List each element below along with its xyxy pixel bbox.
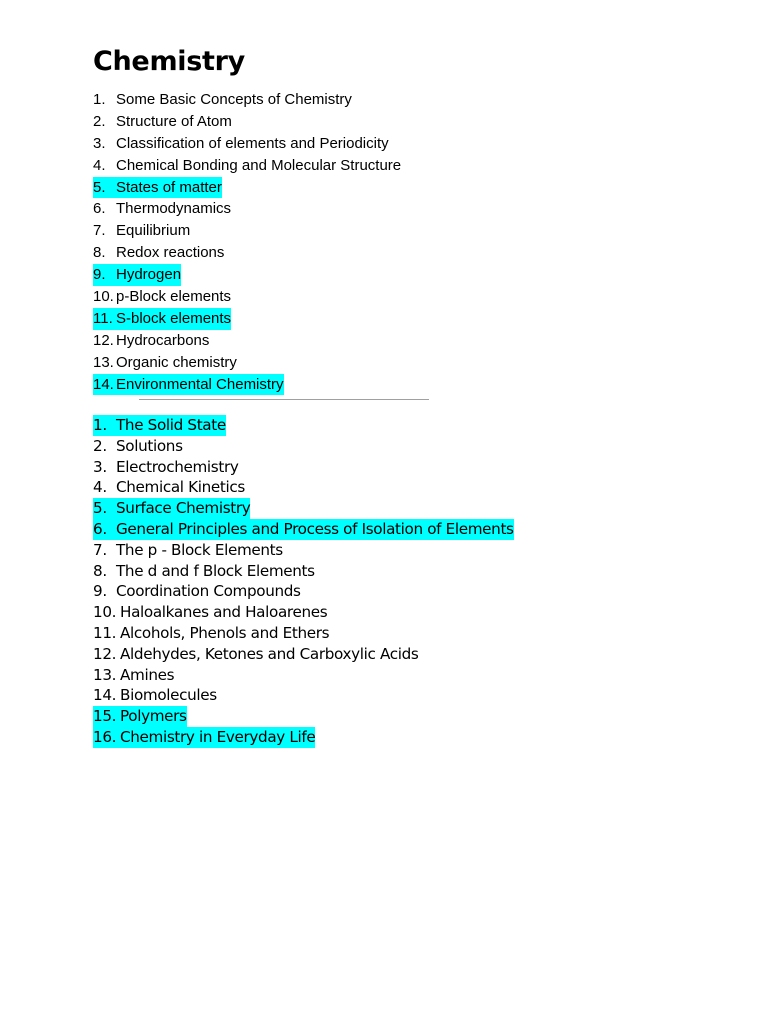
highlight bbox=[93, 308, 231, 330]
item-text: Redox reactions bbox=[116, 244, 225, 262]
item-number: 15. bbox=[93, 707, 117, 726]
item-number: 11. bbox=[93, 623, 117, 642]
item-text: Hydrocarbons bbox=[116, 331, 210, 349]
item-number: 8. bbox=[93, 244, 106, 262]
item-number: 14. bbox=[93, 375, 114, 393]
item-text: Environmental Chemistry bbox=[116, 375, 284, 393]
item-number: 5. bbox=[93, 499, 107, 518]
item-number: 3. bbox=[93, 457, 107, 476]
list-item bbox=[93, 374, 401, 396]
highlight bbox=[93, 330, 209, 352]
list-item bbox=[93, 133, 401, 155]
highlight bbox=[93, 561, 315, 582]
list-item bbox=[93, 330, 401, 352]
highlight bbox=[93, 477, 245, 498]
list-item bbox=[93, 308, 401, 330]
item-text: States of matter bbox=[116, 178, 222, 196]
highlight bbox=[93, 242, 224, 264]
highlight bbox=[93, 352, 237, 374]
item-number: 13. bbox=[93, 353, 114, 371]
list-item bbox=[93, 220, 401, 242]
item-text: Structure of Atom bbox=[116, 112, 232, 130]
highlight bbox=[93, 264, 181, 286]
highlight bbox=[93, 685, 217, 706]
item-text: Hydrogen bbox=[116, 266, 182, 284]
item-number: 1. bbox=[93, 416, 107, 434]
item-text: Alcohols, Phenols and Ethers bbox=[120, 623, 330, 642]
item-number: 7. bbox=[93, 540, 107, 559]
highlight bbox=[93, 89, 352, 111]
list-item bbox=[93, 111, 401, 133]
highlight bbox=[93, 457, 239, 478]
highlight bbox=[93, 727, 315, 748]
highlight bbox=[93, 436, 183, 457]
list-item bbox=[93, 706, 514, 727]
item-text: General Principles and Process of Isolation of Elements bbox=[116, 519, 514, 538]
item-number: 10. bbox=[93, 288, 114, 306]
chapter-list-two bbox=[93, 415, 514, 748]
highlight bbox=[93, 602, 327, 623]
item-text: S-block elements bbox=[116, 309, 232, 327]
item-text: Some Basic Concepts of Chemistry bbox=[116, 91, 352, 108]
item-text: p-Block elements bbox=[116, 288, 232, 306]
list-item bbox=[93, 177, 401, 199]
item-text: Solutions bbox=[116, 436, 183, 455]
highlight bbox=[93, 177, 222, 199]
item-text: Chemical Bonding and Molecular Structure bbox=[116, 156, 402, 174]
list-item bbox=[93, 540, 514, 561]
list-item bbox=[93, 436, 514, 457]
list-item bbox=[93, 498, 514, 519]
chapter-list-one bbox=[93, 89, 401, 395]
item-text: Chemistry in Everyday Life bbox=[120, 727, 316, 746]
list-item bbox=[93, 264, 401, 286]
list-item bbox=[93, 644, 514, 665]
item-text: Coordination Compounds bbox=[116, 582, 301, 601]
item-number: 9. bbox=[93, 582, 107, 601]
highlight bbox=[93, 374, 284, 396]
list-item bbox=[93, 685, 514, 706]
list-item bbox=[93, 286, 401, 308]
highlight bbox=[93, 133, 389, 155]
item-number: 7. bbox=[93, 222, 106, 240]
highlight bbox=[93, 155, 401, 177]
highlight bbox=[93, 415, 226, 436]
highlight bbox=[93, 623, 329, 644]
item-text: The d and f Block Elements bbox=[116, 561, 315, 580]
item-number: 10. bbox=[93, 603, 117, 622]
item-number: 3. bbox=[93, 134, 106, 152]
item-text: Polymers bbox=[120, 707, 187, 726]
item-number: 12. bbox=[93, 644, 117, 663]
list-item bbox=[93, 581, 514, 602]
list-item bbox=[93, 198, 401, 220]
item-number: 5. bbox=[93, 178, 106, 196]
item-text: Amines bbox=[120, 665, 175, 684]
item-number: 14. bbox=[93, 686, 117, 705]
item-number: 11. bbox=[93, 309, 113, 327]
item-text: Aldehydes, Ketones and Carboxylic Acids bbox=[120, 644, 419, 663]
item-text: Classification of elements and Periodicity bbox=[116, 134, 389, 152]
highlight bbox=[93, 498, 250, 519]
list-item bbox=[93, 457, 514, 478]
list-item bbox=[93, 477, 514, 498]
highlight bbox=[93, 286, 231, 308]
item-number: 4. bbox=[93, 156, 106, 174]
item-text: Haloalkanes and Haloarenes bbox=[120, 603, 328, 622]
list-item bbox=[93, 665, 514, 686]
list-item bbox=[93, 602, 514, 623]
item-number: 16. bbox=[93, 727, 117, 746]
highlight bbox=[93, 706, 187, 727]
item-number: 1. bbox=[93, 91, 106, 108]
highlight bbox=[93, 111, 232, 133]
horizontal-divider bbox=[139, 399, 429, 400]
list-item bbox=[93, 352, 401, 374]
list-item bbox=[93, 155, 401, 177]
item-text: Chemical Kinetics bbox=[116, 478, 245, 497]
highlight bbox=[93, 644, 418, 665]
highlight bbox=[93, 665, 174, 686]
highlight bbox=[93, 220, 190, 242]
list-item bbox=[93, 242, 401, 264]
highlight bbox=[93, 581, 301, 602]
item-number: 8. bbox=[93, 561, 107, 580]
item-number: 2. bbox=[93, 436, 107, 455]
item-number: 2. bbox=[93, 112, 106, 130]
list-item bbox=[93, 561, 514, 582]
highlight bbox=[93, 198, 231, 220]
item-number: 13. bbox=[93, 665, 117, 684]
item-number: 4. bbox=[93, 478, 107, 497]
item-text: Thermodynamics bbox=[116, 200, 232, 218]
list-item bbox=[93, 623, 514, 644]
item-text: Electrochemistry bbox=[116, 457, 239, 476]
list-item bbox=[93, 415, 514, 436]
item-text: Biomolecules bbox=[120, 686, 217, 705]
item-text: Organic chemistry bbox=[116, 353, 237, 371]
document-title: Chemistry bbox=[93, 46, 245, 77]
item-text: Surface Chemistry bbox=[116, 499, 251, 518]
item-number: 6. bbox=[93, 519, 107, 538]
list-item bbox=[93, 89, 401, 111]
item-number: 9. bbox=[93, 266, 106, 284]
item-number: 6. bbox=[93, 200, 106, 218]
item-text: Equilibrium bbox=[116, 222, 191, 240]
list-item bbox=[93, 519, 514, 540]
item-number: 12. bbox=[93, 331, 114, 349]
item-text: The Solid State bbox=[116, 416, 226, 434]
highlight bbox=[93, 540, 283, 561]
list-item bbox=[93, 727, 514, 748]
highlight bbox=[93, 519, 514, 540]
item-text: The p - Block Elements bbox=[116, 540, 283, 559]
